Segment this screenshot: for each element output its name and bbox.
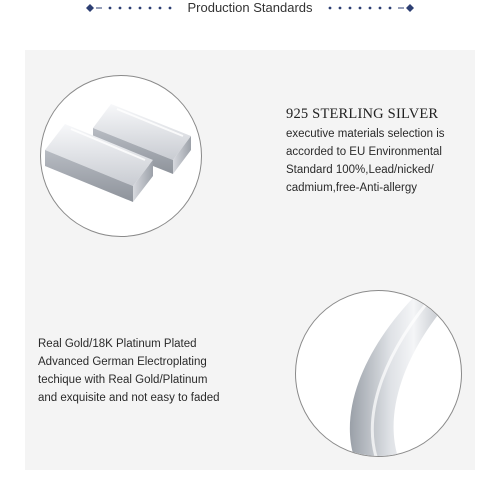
description-line: Standard 100%,Lead/nicked/ [286,164,434,176]
description-line: techique with Real Gold/Platinum [38,374,208,386]
description-line: Advanced German Electroplating [38,356,207,368]
description-line: accorded to EU Environmental [286,146,442,158]
header [0,0,500,20]
plating-description [38,335,220,407]
description-line: cadmium,free-Anti-allergy [286,182,418,194]
description-line: executive materials selection is [286,128,445,140]
plated-band-closeup-icon [295,290,462,457]
description-line: and exquisite and not easy to faded [38,392,220,404]
section-heading: Production Standards [187,0,313,15]
divider-ornament-right [324,3,416,13]
material-description [286,125,445,197]
description-line: Real Gold/18K Platinum Plated [38,338,197,350]
feature-title-sterling-silver: 925 STERLING SILVER [286,106,439,122]
silver-ingots-icon [40,75,202,237]
